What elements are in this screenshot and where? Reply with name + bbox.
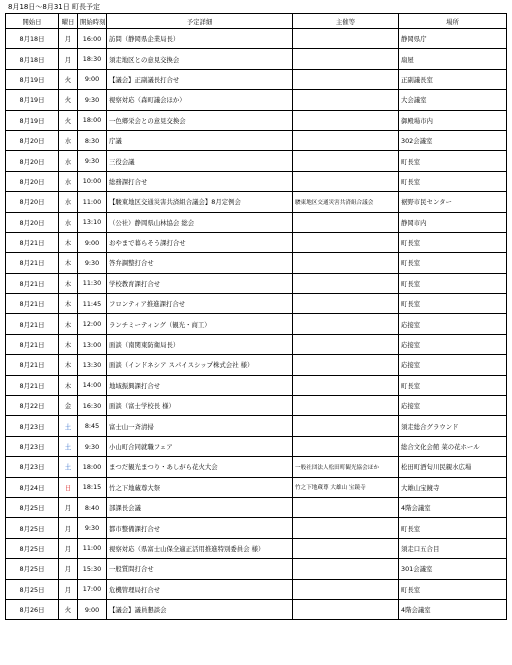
cell-weekday: 土 [59,457,78,477]
cell-date: 8月18日 [6,49,59,69]
cell-weekday: 木 [59,355,78,375]
cell-date: 8月21日 [6,273,59,293]
cell-time: 8:45 [78,416,107,436]
cell-host [293,232,399,252]
table-header-row [6,14,507,29]
cell-host [293,396,399,416]
cell-detail: 小山町合同就職フェア [107,436,293,456]
table-row [6,416,507,436]
cell-host [293,436,399,456]
table-row [6,599,507,619]
table-row [6,538,507,558]
cell-place: 町長室 [399,171,507,191]
cell-host [293,273,399,293]
cell-place: 正副議長室 [399,69,507,89]
cell-time: 9:30 [78,253,107,273]
cell-host [293,599,399,619]
cell-time: 8:30 [78,130,107,150]
cell-date: 8月21日 [6,294,59,314]
cell-date: 8月25日 [6,559,59,579]
cell-detail: 竹之下地蔵尊大祭 [107,477,293,497]
header-place: 場所 [399,14,507,29]
cell-time: 9:00 [78,69,107,89]
cell-host [293,416,399,436]
cell-date: 8月20日 [6,130,59,150]
cell-place: 総合文化会館 菜の花ホール [399,436,507,456]
cell-detail: 【議会】議員懇談会 [107,599,293,619]
cell-date: 8月18日 [6,29,59,49]
table-row [6,294,507,314]
table-row [6,110,507,130]
cell-date: 8月23日 [6,416,59,436]
cell-host [293,375,399,395]
cell-date: 8月21日 [6,375,59,395]
table-row [6,314,507,334]
cell-detail: 庁議 [107,130,293,150]
table-row [6,69,507,89]
cell-place: 大雄山宝鏡寺 [399,477,507,497]
schedule-table [5,13,507,620]
cell-host [293,212,399,232]
cell-host [293,171,399,191]
cell-detail: 危機管理局打合せ [107,579,293,599]
cell-place: 町長室 [399,518,507,538]
cell-host [293,334,399,354]
cell-weekday: 土 [59,436,78,456]
table-row [6,49,507,69]
cell-host [293,314,399,334]
cell-place: 須走総合グラウンド [399,416,507,436]
header-detail: 予定詳細 [107,14,293,29]
cell-time: 11:30 [78,273,107,293]
header-start-date: 開始日 [6,14,59,29]
cell-place: 町長室 [399,273,507,293]
cell-place: 4階会議室 [399,599,507,619]
header-start-time: 開始時刻 [78,14,107,29]
cell-weekday: 月 [59,518,78,538]
cell-time: 17:00 [78,579,107,599]
cell-date: 8月20日 [6,171,59,191]
cell-detail: 面談（富士学校長 様） [107,396,293,416]
table-row [6,579,507,599]
cell-host [293,538,399,558]
cell-place: 大会議室 [399,90,507,110]
cell-detail: おやまで暮らそう課打合せ [107,232,293,252]
cell-place: 応接室 [399,355,507,375]
cell-place: 4階会議室 [399,497,507,517]
table-row [6,29,507,49]
cell-weekday: 水 [59,151,78,171]
cell-time: 9:00 [78,232,107,252]
cell-date: 8月19日 [6,110,59,130]
cell-date: 8月20日 [6,212,59,232]
cell-detail: 部課長会議 [107,497,293,517]
cell-detail: 都市整備課打合せ [107,518,293,538]
table-row [6,192,507,212]
cell-place: 町長室 [399,232,507,252]
cell-detail: まつだ観光まつり・あしがら花火大会 [107,457,293,477]
cell-place: 静岡市内 [399,212,507,232]
cell-detail: 視察対応（県富士山保全適正活用推進特別委員会 様） [107,538,293,558]
page-title: 8月18日～8月31日 町長予定 [8,3,100,11]
cell-time: 18:30 [78,49,107,69]
cell-detail: 地域振興課打合せ [107,375,293,395]
cell-time: 11:45 [78,294,107,314]
cell-detail: ランチミーティング（観光・商工） [107,314,293,334]
cell-place: 町長室 [399,375,507,395]
table-row [6,232,507,252]
table-row [6,253,507,273]
cell-host [293,559,399,579]
cell-host [293,497,399,517]
cell-weekday: 火 [59,69,78,89]
cell-time: 12:00 [78,314,107,334]
cell-weekday: 水 [59,192,78,212]
cell-time: 9:00 [78,599,107,619]
header-host: 主催等 [293,14,399,29]
cell-host: 竹之下地蔵尊 大雄山 宝鏡寺 [293,477,399,497]
cell-place: 応接室 [399,334,507,354]
cell-detail: 三役会議 [107,151,293,171]
cell-weekday: 月 [59,538,78,558]
cell-host [293,29,399,49]
cell-detail: 面談（インドネシア スパイスシップ株式会社 様） [107,355,293,375]
cell-host [293,151,399,171]
cell-time: 13:00 [78,334,107,354]
cell-weekday: 木 [59,314,78,334]
cell-time: 18:00 [78,457,107,477]
cell-time: 16:30 [78,396,107,416]
table-row [6,171,507,191]
cell-time: 16:00 [78,29,107,49]
table-row [6,90,507,110]
cell-date: 8月26日 [6,599,59,619]
cell-time: 8:40 [78,497,107,517]
cell-place: 町長室 [399,151,507,171]
cell-date: 8月25日 [6,538,59,558]
cell-time: 9:30 [78,436,107,456]
cell-detail: （公社）静岡県山林協会 総会 [107,212,293,232]
cell-date: 8月21日 [6,314,59,334]
cell-weekday: 火 [59,90,78,110]
cell-detail: 富士山一斉清掃 [107,416,293,436]
cell-place: 御殿場市内 [399,110,507,130]
cell-date: 8月23日 [6,436,59,456]
cell-weekday: 土 [59,416,78,436]
cell-detail: 【議会】正副議長打合せ [107,69,293,89]
cell-host: 一般社団法人松田町観光協会ほか [293,457,399,477]
cell-host [293,69,399,89]
cell-weekday: 木 [59,294,78,314]
table-row [6,497,507,517]
cell-date: 8月21日 [6,253,59,273]
cell-host [293,355,399,375]
cell-date: 8月21日 [6,334,59,354]
cell-host [293,90,399,110]
cell-place: 応接室 [399,396,507,416]
cell-detail: 【駿東地区交通災害共済組合議会】8月定例会 [107,192,293,212]
cell-host [293,294,399,314]
cell-detail: 一色郷栄会との意見交換会 [107,110,293,130]
cell-weekday: 火 [59,110,78,130]
table-row [6,212,507,232]
cell-date: 8月25日 [6,497,59,517]
table-row [6,355,507,375]
cell-detail: 訪問（静岡県企業局長） [107,29,293,49]
cell-date: 8月20日 [6,151,59,171]
cell-weekday: 金 [59,396,78,416]
table-body [6,29,507,620]
cell-weekday: 日 [59,477,78,497]
cell-place: 須走口五合目 [399,538,507,558]
cell-detail: 面談（南関東防衛局長） [107,334,293,354]
cell-weekday: 木 [59,232,78,252]
table-row [6,375,507,395]
cell-detail: 答弁調整打合せ [107,253,293,273]
cell-detail: 一般質問打合せ [107,559,293,579]
cell-place: 扇屋 [399,49,507,69]
cell-weekday: 水 [59,171,78,191]
cell-place: 町長室 [399,579,507,599]
cell-weekday: 月 [59,49,78,69]
cell-weekday: 月 [59,29,78,49]
cell-weekday: 木 [59,253,78,273]
cell-place: 静岡県庁 [399,29,507,49]
cell-date: 8月25日 [6,579,59,599]
cell-time: 13:10 [78,212,107,232]
cell-time: 18:00 [78,110,107,130]
cell-time: 15:30 [78,559,107,579]
table-row [6,559,507,579]
cell-detail: フロンティア推進課打合せ [107,294,293,314]
cell-place: 応接室 [399,314,507,334]
cell-time: 13:30 [78,355,107,375]
cell-host [293,579,399,599]
cell-place: 松田町酒匂川民親水広場 [399,457,507,477]
cell-place: 301会議室 [399,559,507,579]
cell-time: 10:00 [78,171,107,191]
table-row [6,273,507,293]
cell-date: 8月23日 [6,457,59,477]
cell-time: 11:00 [78,192,107,212]
table-row [6,436,507,456]
cell-date: 8月24日 [6,477,59,497]
table-row [6,151,507,171]
cell-weekday: 木 [59,273,78,293]
cell-weekday: 月 [59,497,78,517]
cell-date: 8月21日 [6,355,59,375]
table-row [6,457,507,477]
cell-weekday: 水 [59,212,78,232]
table-row [6,130,507,150]
cell-time: 18:15 [78,477,107,497]
cell-weekday: 火 [59,599,78,619]
cell-host [293,518,399,538]
cell-weekday: 木 [59,375,78,395]
table-row [6,518,507,538]
cell-date: 8月25日 [6,518,59,538]
cell-place: 町長室 [399,253,507,273]
cell-time: 14:00 [78,375,107,395]
cell-detail: 学校教育課打合せ [107,273,293,293]
cell-host [293,130,399,150]
cell-time: 9:30 [78,518,107,538]
cell-host [293,110,399,130]
cell-weekday: 水 [59,130,78,150]
table-row [6,396,507,416]
cell-date: 8月19日 [6,69,59,89]
cell-date: 8月21日 [6,232,59,252]
cell-time: 9:30 [78,151,107,171]
cell-place: 302会議室 [399,130,507,150]
cell-host [293,49,399,69]
cell-place: 裾野市民センター [399,192,507,212]
cell-date: 8月19日 [6,90,59,110]
table-row [6,477,507,497]
table-row [6,334,507,354]
cell-detail: 総務課打合せ [107,171,293,191]
cell-weekday: 月 [59,579,78,599]
cell-host [293,253,399,273]
cell-place: 町長室 [399,294,507,314]
cell-date: 8月22日 [6,396,59,416]
cell-weekday: 月 [59,559,78,579]
header-weekday: 曜日 [59,14,78,29]
cell-weekday: 木 [59,334,78,354]
cell-host: 駿東地区交通災害共済組合議会 [293,192,399,212]
cell-detail: 視察対応（森町議会ほか） [107,90,293,110]
cell-time: 9:30 [78,90,107,110]
cell-detail: 須走地区との意見交換会 [107,49,293,69]
cell-time: 11:00 [78,538,107,558]
cell-date: 8月20日 [6,192,59,212]
